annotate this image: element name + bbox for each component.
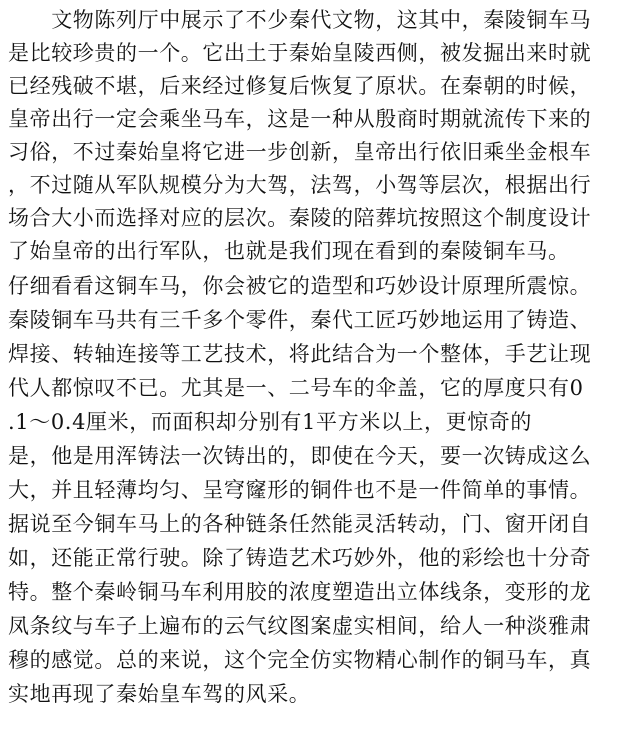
text-line-16: 据说至今铜车马上的各种链条任然能灵活转动，门、窗开闭自 bbox=[8, 512, 592, 536]
text-line-18: 特。整个秦岭铜马车利用胶的浓度塑造出立体线条，变形的龙 bbox=[8, 580, 592, 604]
text-line-1: 文物陈列厅中展示了不少秦代文物，这其中，秦陵铜车马 bbox=[8, 8, 592, 32]
text-line-12: 代人都惊叹不已。尤其是一、二号车的伞盖，它的厚度只有0 bbox=[8, 376, 584, 400]
text-line-13: .1～0.4厘米，而面积却分别有1平方米以上，更惊奇的 bbox=[8, 410, 532, 434]
text-line-11: 焊接、转轴连接等工艺技术，将此结合为一个整体，手艺让现 bbox=[8, 342, 592, 366]
text-line-21: 实地再现了秦始皇车驾的风采。 bbox=[8, 682, 311, 706]
text-line-15: 大，并且轻薄均匀、呈穹窿形的铜件也不是一件简单的事情。 bbox=[8, 478, 592, 502]
text-line-7: 场合大小而选择对应的层次。秦陵的陪葬坑按照这个制度设计 bbox=[8, 206, 592, 230]
text-line-9: 仔细看看这铜车马，你会被它的造型和巧妙设计原理所震惊。 bbox=[8, 274, 592, 298]
text-line-19: 凤条纹与车子上遍布的云气纹图案虚实相间，给人一种淡雅肃 bbox=[8, 614, 592, 638]
text-line-4: 皇帝出行一定会乘坐马车，这是一种从殷商时期就流传下来的 bbox=[8, 107, 592, 131]
text-line-2: 是比较珍贵的一个。它出土于秦始皇陵西侧，被发掘出来时就 bbox=[8, 41, 592, 65]
text-line-6: ，不过随从军队规模分为大驾，法驾，小驾等层次，根据出行 bbox=[8, 173, 592, 197]
text-line-10: 秦陵铜车马共有三千多个零件，秦代工匠巧妙地运用了铸造、 bbox=[8, 308, 592, 332]
text-line-20: 穆的感觉。总的来说，这个完全仿实物精心制作的铜马车，真 bbox=[8, 648, 592, 672]
text-line-5: 习俗，不过秦始皇将它进一步创新，皇帝出行依旧乘坐金根车 bbox=[8, 140, 592, 164]
text-line-3: 已经残破不堪，后来经过修复后恢复了原状。在秦朝的时候， bbox=[8, 74, 592, 98]
text-line-14: 是，他是用浑铸法一次铸出的，即使在今天，要一次铸成这么 bbox=[8, 444, 592, 468]
text-line-17: 如，还能正常行驶。除了铸造艺术巧妙外，他的彩绘也十分奇 bbox=[8, 546, 592, 570]
text-line-8: 了始皇帝的出行军队，也就是我们现在看到的秦陵铜车马。 bbox=[8, 239, 570, 263]
